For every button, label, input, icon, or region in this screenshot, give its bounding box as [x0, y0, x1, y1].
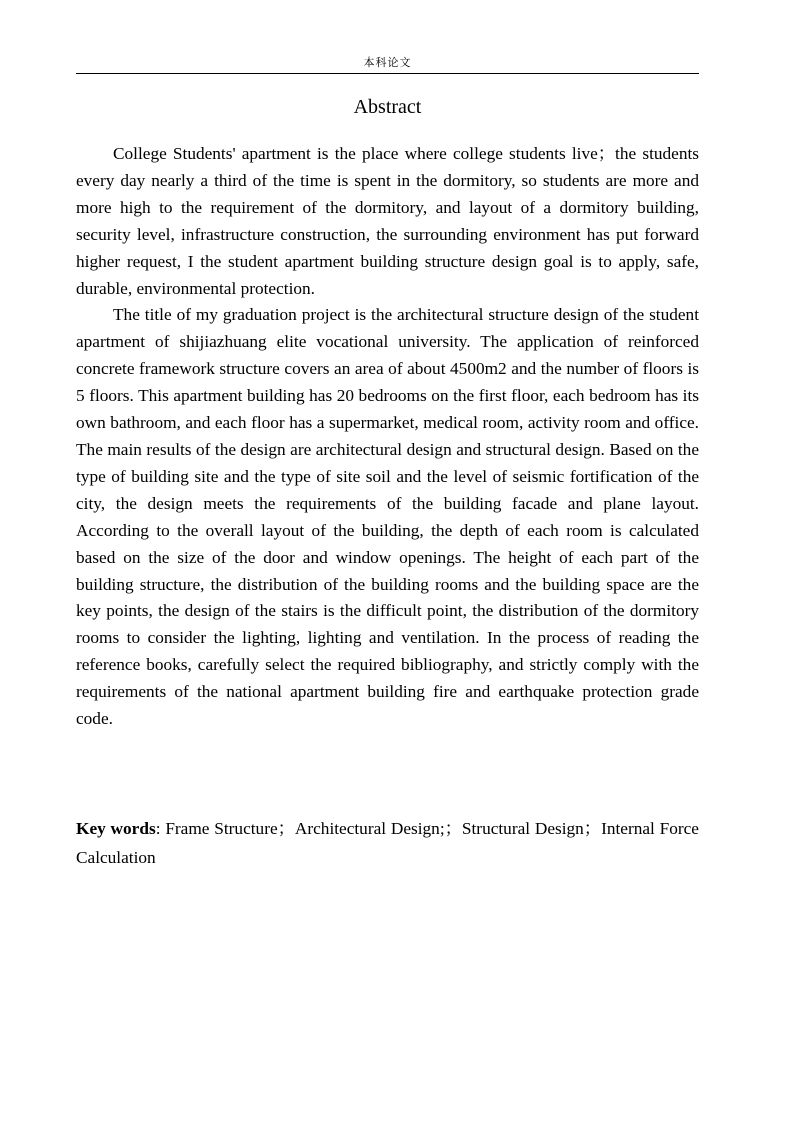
keywords-text: Frame Structure；Architectural Design;；Structural Design；Internal Force Calculation: [76, 819, 699, 867]
abstract-body: [76, 141, 699, 733]
running-header: 本科论文: [363, 56, 412, 69]
abstract-paragraph-1: College Students' apartment is the place where college students live；the students every day nearly a third of the time is spent in the dormitory, so students are more and more high to the requirement of the dormitory, and layout of a dormitory building, security level, infrastructure construction, the surrounding environment has put forward higher request, I the student apartment building structure design goal is to apply, safe, durable, environmental protection.: [76, 144, 699, 298]
keywords-separator: :: [155, 819, 161, 838]
keywords-label: Key words: [76, 819, 156, 838]
header-rule: [76, 73, 699, 74]
abstract-paragraph-2: The title of my graduation project is the architectural structure design of the student apartment of shijiazhuang elite vocational university. The application of reinforced concrete framework structure covers an area of about 4500m2 and the number of floors is 5 floors. This apartment building has 20 bedrooms on the first floor, each bedroom has its own bathroom, and each floor has a supermarket, medical room, activity room and office. The main results of the design are architectural design and structural design. Based on the type of building site and the type of site soil and the level of seismic fortification of the city, the design meets the requirements of the building facade and plane layout. According to the overall layout of the building, the depth of each room is calculated based on the size of the door and window openings. The height of each part of the building structure, the distribution of the building rooms and the building space are the key points, the design of the stairs is the difficult point, the distribution of the dormitory rooms to consider the lighting, lighting and ventilation. In the process of reading the reference books, carefully select the required bibliography, and strictly comply with the requirements of the national apartment building fire and earthquake protection grade code.: [76, 305, 699, 729]
abstract-title: Abstract: [353, 96, 422, 118]
keywords-line: [76, 815, 699, 872]
